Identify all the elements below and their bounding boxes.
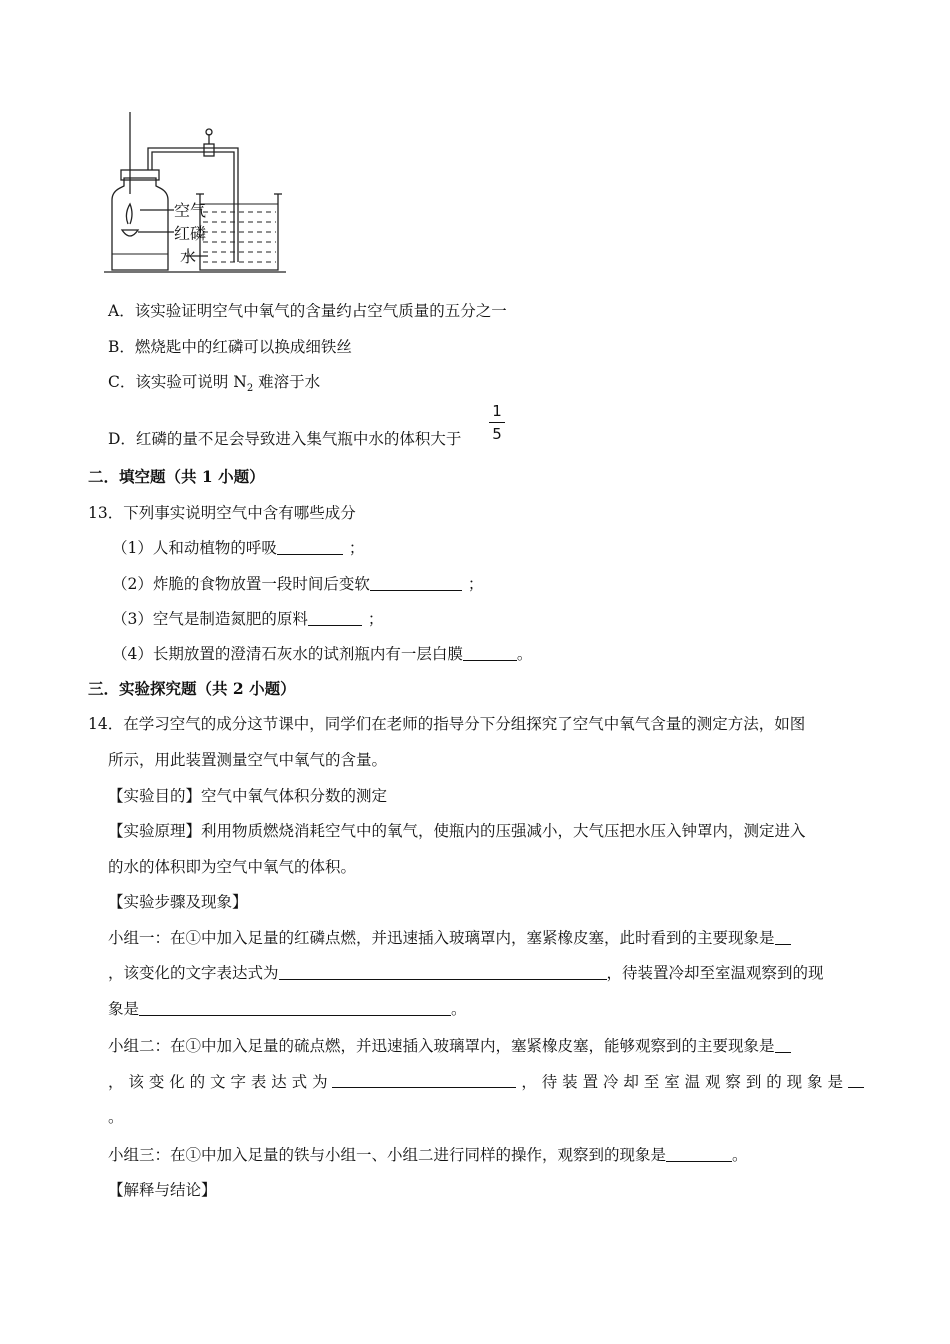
q13-item-1-text: （1）人和动植物的呼吸 (112, 539, 277, 557)
option-a: A．该实验证明空气中氧气的含量约占空气质量的五分之一 (108, 302, 507, 320)
group1-line-3 (108, 998, 467, 1020)
label-water: 水 (180, 247, 197, 266)
group1-text-3b: 。 (451, 1000, 467, 1018)
q13-item-3-end: ； (367, 610, 384, 628)
answer-blank[interactable] (666, 1145, 732, 1162)
apparatus-figure (100, 108, 290, 278)
group3-line-1 (108, 1144, 748, 1166)
glyph: 察 (725, 1073, 741, 1091)
group2-text-1: 小组二：在①中加入足量的硫点燃，并迅速插入玻璃罩内，塞紧橡皮塞，能够观察到的主要现象是 (108, 1037, 775, 1055)
answer-blank[interactable] (463, 644, 517, 661)
group1-text-2b: ，待装置冷却至室温观察到的现 (606, 964, 824, 982)
glyph: 装 (562, 1073, 578, 1091)
glyph: ， (108, 1073, 124, 1091)
glyph: 字 (230, 1073, 246, 1091)
glyph: 室 (664, 1073, 680, 1091)
group2-line-2 (108, 1071, 864, 1093)
q14-stem-line-2: 所示，用此装置测量空气中氧气的含量。 (108, 751, 388, 769)
glyph: 该 (128, 1073, 144, 1091)
q13-item-1-end: ； (348, 539, 365, 557)
group1-line-1 (108, 927, 791, 949)
q13-item-3 (112, 608, 383, 630)
glyph: 冷 (602, 1073, 619, 1091)
glyph: 却 (623, 1073, 639, 1091)
q13-item-2-end: ； (467, 575, 484, 593)
option-c-text-pre: C．该实验可说明 N (108, 373, 247, 391)
fraction-denominator: 5 (492, 425, 502, 443)
glyph: ， (521, 1073, 537, 1091)
q13-stem: 13．下列事实说明空气中含有哪些成分 (88, 504, 356, 522)
glyph: 为 (312, 1073, 328, 1091)
glyph: 化 (169, 1073, 185, 1091)
answer-blank[interactable] (279, 963, 607, 980)
label-phosphorus: 红磷 (174, 224, 207, 243)
option-b: B．燃烧匙中的红磷可以换成细铁丝 (108, 338, 352, 356)
q14-principle-line-1: 【实验原理】利用物质燃烧消耗空气中的氧气，使瓶内的压强减小，大气压把水压入钟罩内，测定进入 (108, 822, 806, 840)
answer-blank[interactable] (848, 1071, 864, 1088)
label-air: 空气 (174, 201, 207, 220)
glyph: 温 (684, 1073, 701, 1091)
glyph: 是 (827, 1073, 843, 1091)
q14-principle-line-2: 的水的体积即为空气中氧气的体积。 (108, 858, 357, 876)
section-title-experiment: 三．实验探究题（共 2 小题） (88, 679, 296, 698)
q13-item-2 (112, 573, 483, 595)
group3-text-1b: 。 (732, 1146, 748, 1164)
group1-text-2a: ，该变化的文字表达式为 (108, 964, 279, 982)
group1-text-3a: 象是 (108, 1000, 140, 1018)
glyph: 现 (786, 1073, 803, 1091)
answer-blank[interactable] (139, 999, 451, 1016)
glyph: 置 (582, 1073, 599, 1091)
q14-purpose: 【实验目的】空气中氧气体积分数的测定 (108, 787, 388, 805)
glyph: 的 (766, 1073, 782, 1091)
option-c-subscript: 2 (246, 383, 254, 395)
option-c-text-post: 难溶于水 (253, 373, 321, 391)
glyph: 的 (189, 1073, 206, 1091)
option-c (108, 371, 320, 400)
glyph: 式 (291, 1073, 308, 1091)
group3-text-1: 小组三：在①中加入足量的铁与小组一、小组二进行同样的操作，观察到的现象是 (108, 1146, 667, 1164)
group2-line-1 (108, 1035, 791, 1057)
answer-blank[interactable] (775, 928, 791, 945)
glyph: 变 (148, 1073, 165, 1091)
fraction-numerator: 1 (492, 402, 502, 420)
glyph: 待 (541, 1073, 558, 1091)
answer-blank[interactable] (775, 1036, 791, 1053)
glyph: 象 (807, 1073, 823, 1091)
answer-blank[interactable] (308, 609, 362, 626)
group2-line-3: 。 (108, 1108, 124, 1126)
q13-item-1 (112, 537, 364, 559)
q13-item-4-end: 。 (516, 645, 533, 663)
q13-item-2-text: （2）炸脆的食物放置一段时间后变软 (112, 575, 370, 593)
glyph: 至 (643, 1073, 660, 1091)
group1-text-1: 小组一：在①中加入足量的红磷点燃，并迅速插入玻璃罩内，塞紧橡皮塞，此时看到的主要现象是 (108, 929, 775, 947)
glyph: 到 (745, 1073, 762, 1091)
q13-item-3-text: （3）空气是制造氮肥的原料 (112, 610, 308, 628)
fraction-one-fifth (489, 402, 505, 443)
answer-blank[interactable] (370, 574, 462, 591)
glyph: 文 (210, 1073, 226, 1091)
q13-item-4-text: （4）长期放置的澄清石灰水的试剂瓶内有一层白膜 (112, 645, 463, 663)
q14-conclusion-title: 【解释与结论】 (108, 1181, 217, 1199)
q14-stem-line-1: 14．在学习空气的成分这节课中，同学们在老师的指导分下分组探究了空气中氧气含量的测定方法，如图 (88, 715, 806, 733)
q14-steps-title: 【实验步骤及现象】 (108, 893, 248, 911)
glyph: 观 (705, 1073, 721, 1091)
option-d: D．红磷的量不足会导致进入集气瓶中水的体积大于 (108, 430, 462, 448)
answer-blank[interactable] (332, 1071, 516, 1088)
glyph: 表 (250, 1073, 267, 1091)
q13-item-4 (112, 643, 532, 665)
answer-blank[interactable] (277, 538, 343, 555)
section-title-fill-blank: 二．填空题（共 1 小题） (88, 467, 265, 486)
group1-line-2 (108, 962, 824, 984)
glyph: 达 (271, 1073, 287, 1091)
apparatus-drawing (100, 108, 290, 278)
